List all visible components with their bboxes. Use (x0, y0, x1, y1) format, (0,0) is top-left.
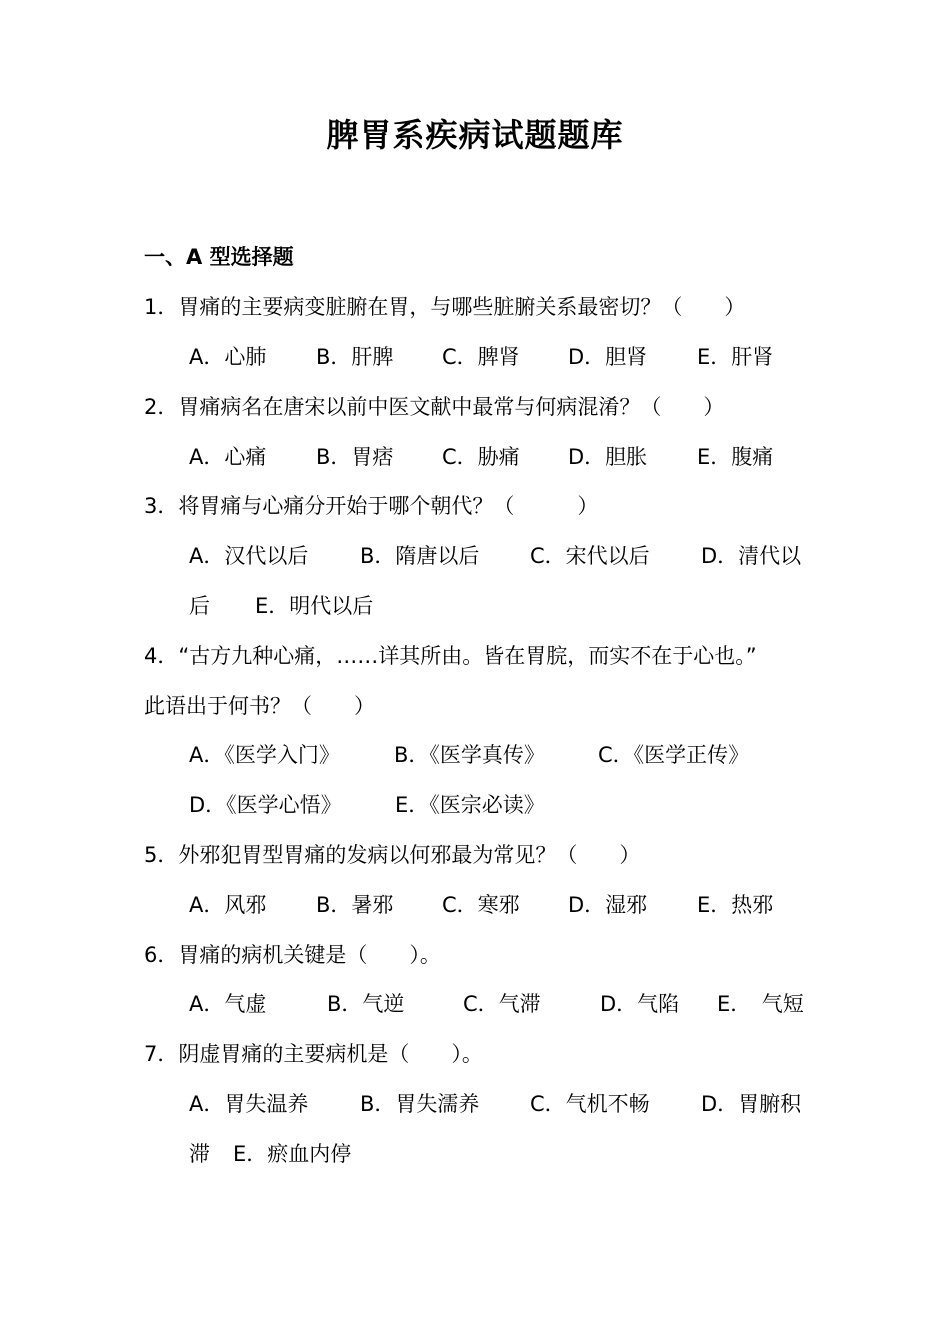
q7-option-a: A．胃失温养 (189, 1092, 309, 1116)
question-4-stem: 4．“古方九种心痛，……详其所由。皆在胃脘，而实不在于心也。” (144, 644, 757, 668)
question-2-stem: 2．胃痛病名在唐宋以前中医文献中最常与何病混淆？（ ） (144, 395, 725, 419)
q7-option-d: D．胃腑积 (701, 1092, 802, 1116)
q1-option-a: A．心肺 (189, 345, 267, 369)
q7-option-c: C．气机不畅 (530, 1092, 650, 1116)
q7-option-e: E．瘀血内停 (233, 1142, 352, 1166)
q3-option-e: E．明代以后 (255, 594, 374, 618)
q5-option-b: B．暑邪 (316, 893, 394, 917)
q4-option-e: E．《医宗必读》 (395, 793, 545, 817)
q6-option-c: C．气滞 (463, 992, 541, 1016)
section-heading: 一、A 型选择题 (144, 245, 294, 269)
q1-option-d: D．胆肾 (568, 345, 648, 369)
q6-option-b: B．气逆 (327, 992, 405, 1016)
q6-option-d: D．气陷 (600, 992, 680, 1016)
document-title: 脾胃系疾病试题题库 (326, 116, 624, 154)
question-7-stem: 7．阴虚胃痛的主要病机是（ ）。 (144, 1042, 483, 1066)
q2-option-d: D．胆胀 (568, 445, 648, 469)
question-3-stem: 3．将胃痛与心痛分开始于哪个朝代？（ ） (144, 494, 599, 518)
q6-option-a: A．气虚 (189, 992, 267, 1016)
question-4-stem-cont: 此语出于何书？（ ） (144, 694, 375, 718)
q5-option-c: C．寒邪 (442, 893, 520, 917)
q3-option-d: D．清代以 (701, 544, 802, 568)
q6-option-e: E． 气短 (717, 992, 804, 1016)
q3-option-b: B．隋唐以后 (360, 544, 480, 568)
question-6-stem: 6．胃痛的病机关键是（ ）。 (144, 943, 441, 967)
q2-option-a: A．心痛 (189, 445, 267, 469)
question-1-stem: 1．胃痛的主要病变脏腑在胃，与哪些脏腑关系最密切？（ ） (144, 295, 746, 319)
q2-option-c: C．胁痛 (442, 445, 520, 469)
q1-option-e: E．肝肾 (697, 345, 774, 369)
q5-option-a: A．风邪 (189, 893, 267, 917)
q4-option-c: C．《医学正传》 (598, 743, 750, 767)
q3-option-a: A．汉代以后 (189, 544, 309, 568)
q5-option-d: D．湿邪 (568, 893, 648, 917)
q2-option-b: B．胃痞 (316, 445, 394, 469)
q2-option-e: E．腹痛 (697, 445, 774, 469)
q4-option-a: A．《医学入门》 (189, 743, 340, 767)
q1-option-b: B．肝脾 (316, 345, 394, 369)
q3-option-c: C．宋代以后 (530, 544, 650, 568)
q1-option-c: C．脾肾 (442, 345, 520, 369)
q4-option-d: D．《医学心悟》 (189, 793, 342, 817)
q5-option-e: E．热邪 (697, 893, 774, 917)
q7-option-b: B．胃失濡养 (360, 1092, 480, 1116)
question-5-stem: 5．外邪犯胃型胃痛的发病以何邪最为常见？（ ） (144, 843, 641, 867)
q4-option-b: B．《医学真传》 (394, 743, 545, 767)
q3-option-d-wrap: 后 (189, 594, 210, 618)
q7-option-d-wrap: 滞 (189, 1142, 210, 1166)
